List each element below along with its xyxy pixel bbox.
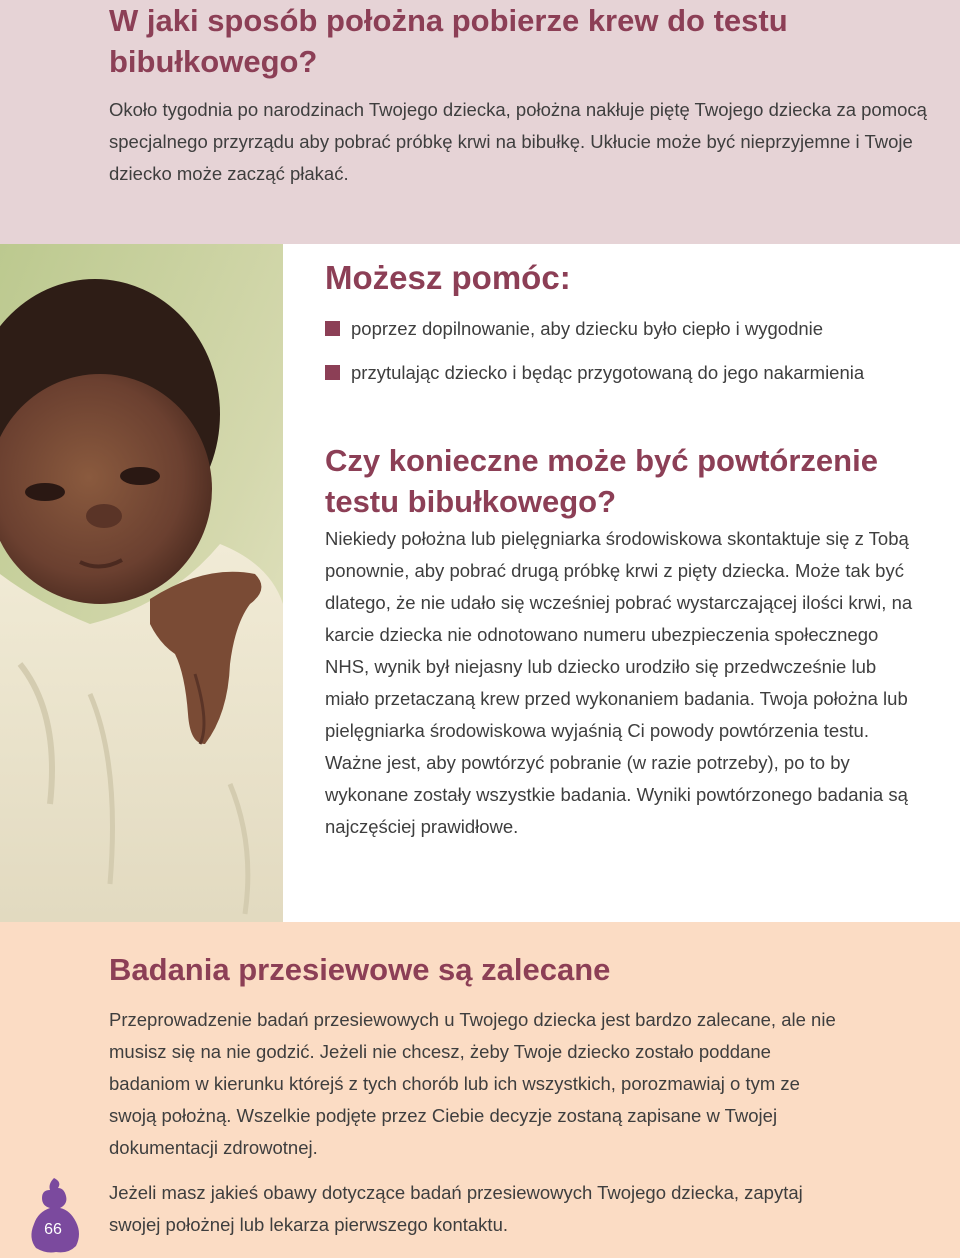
square-bullet-icon (325, 365, 340, 380)
screening-heading: Badania przesiewowe są zalecane (109, 952, 611, 987)
screening-paragraph: Przeprowadzenie badań przesiewowych u Twojego dziecka jest bardzo zalecane, ale nie musisz się na nie godzić. Jeżeli nie chcesz, żeby Twoje dziecko zostało poddane badaniom w kierunku którejś z tych chorób lub ich wszystkich, porozmawiaj o tym ze swoją położną. Wszelkie podjęte przez Ciebie decyzje zostaną zapisane w Twojej dokumentacji zdrowotnej. (109, 1009, 836, 1158)
bullet-text: przytulając dziecko i będąc przygotowaną do jego nakarmienia (351, 362, 865, 383)
bottom-section (0, 922, 960, 1258)
repeat-test-heading: Czy konieczne może być powtórzenie testu bibułkowego? (325, 443, 878, 519)
list-item (325, 312, 925, 345)
bullet-text: poprzez dopilnowanie, aby dziecku było ciepło i wygodnie (351, 318, 824, 339)
page-number: 66 (44, 1221, 62, 1238)
repeat-test-paragraph: Niekiedy położna lub pielęgniarka środowiskowa skontaktuje się z Tobą ponownie, aby pobrać drugą próbkę krwi z pięty dziecka. Może tak być dlatego, że nie udało się wcześniej pobrać wystarczającej ilości krwi, na karcie dziecka nie odnotowano numeru ubezpieczenia społecznego NHS, wynik był niejasny lub dziecko urodziło się przedwcześnie lub miało przetaczaną krew przed wykonaniem badania. Twoja położna lub pielęgniarka środowiskowa wyjaśnią Ci powody powtórzenia testu. Ważne jest, aby powtórzyć pobranie (w razie potrzeby), po to by wykonane zostały wszystkie badania. Wyniki powtórzonego badania są najczęściej prawidłowe. (325, 528, 913, 837)
blood-test-paragraph: Około tygodnia po narodzinach Twojego dziecka, położna nakłuje piętę Twojego dziecka za pomocą specjalnego przyrządu aby pobrać próbkę krwi na bibułkę. Ukłucie może być nieprzyjemne i Twoje dziecko może zacząć płakać. (109, 99, 927, 184)
square-bullet-icon (325, 321, 340, 336)
baby-photo (0, 244, 283, 922)
top-section (0, 0, 960, 244)
help-list (325, 312, 925, 400)
baby-silhouette-icon (26, 1176, 84, 1254)
help-heading: Możesz pomóc: (325, 259, 571, 296)
list-item (325, 356, 925, 389)
section-title-blood-test: W jaki sposób położna pobierze krew do testu bibułkowego? (109, 3, 788, 79)
concerns-paragraph: Jeżeli masz jakieś obawy dotyczące badań przesiewowych Twojego dziecka, zapytaj swojej położnej lub lekarza pierwszego kontaktu. (109, 1182, 803, 1235)
